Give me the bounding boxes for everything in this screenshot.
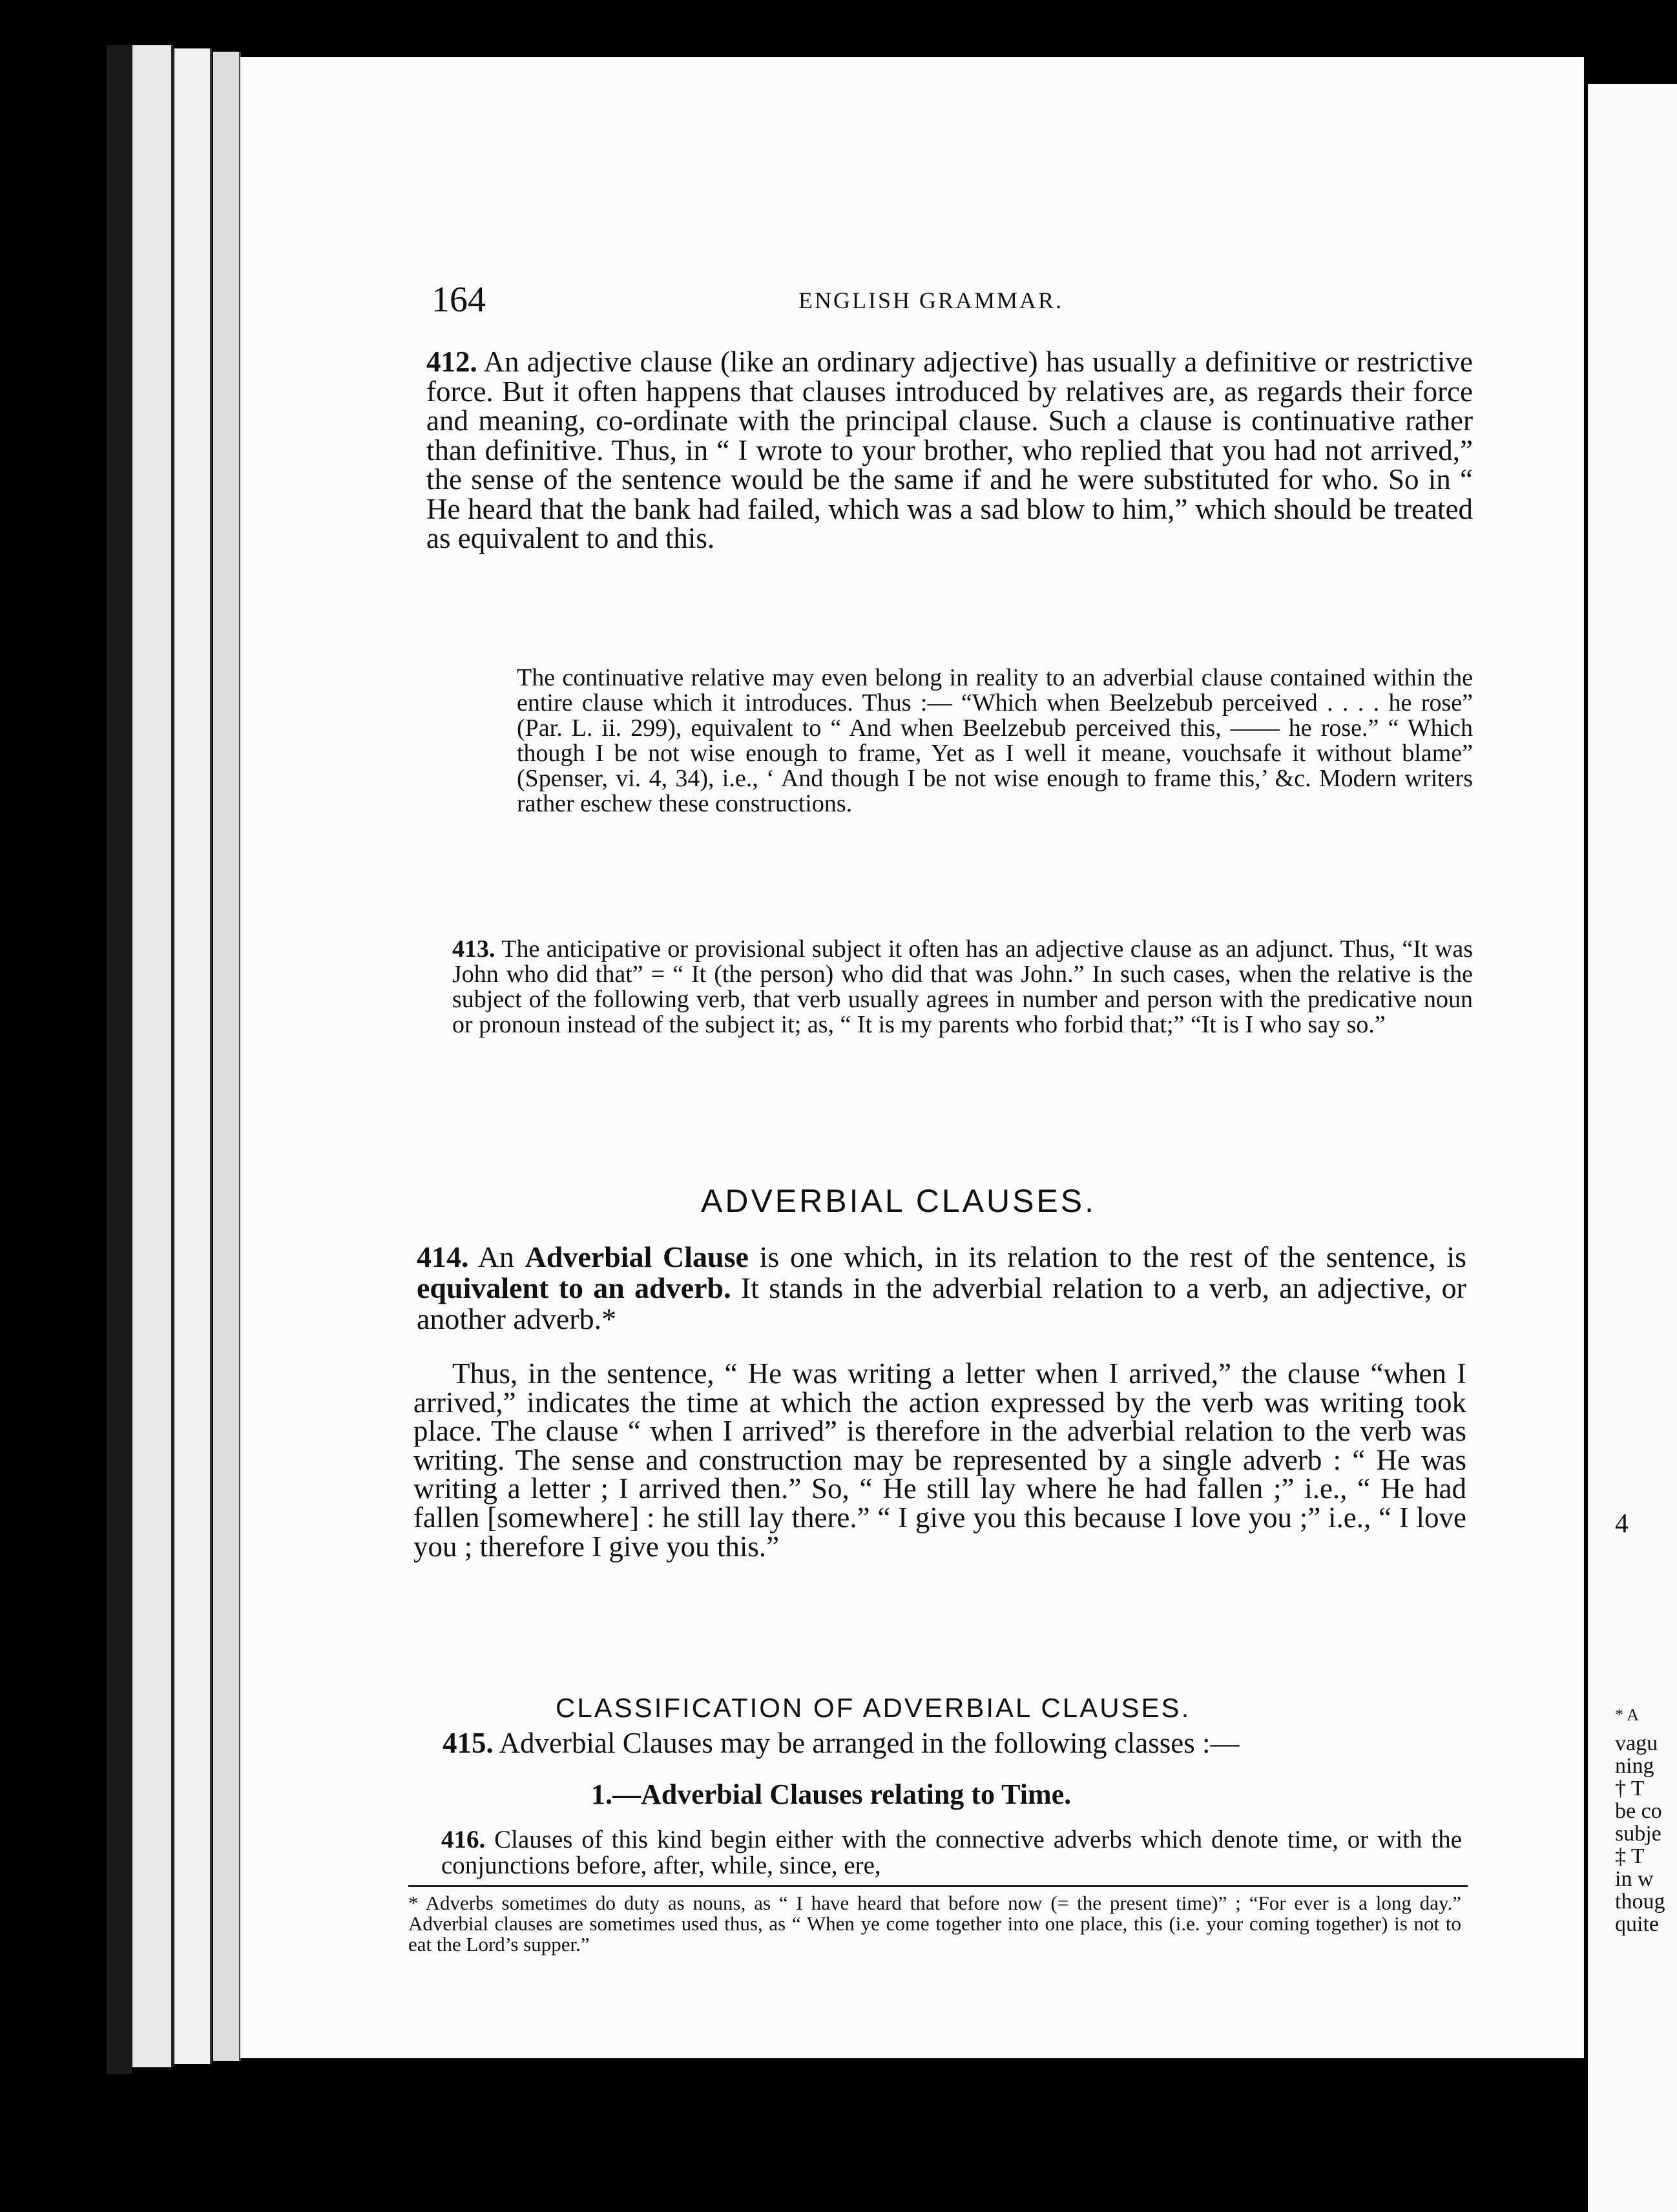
paragraph-text: It stands in the adverbial relation to a verb, an adjective, or another adverb.* — [417, 1271, 1466, 1335]
paragraph-415 — [443, 1729, 1476, 1758]
paragraph-text: Adverbial Clauses may be arranged in the following classes :— — [499, 1727, 1240, 1759]
paragraph-text: Clauses of this kind begin either with the connective adverbs which denote time, or with the conjunctions before, after, while, since, ere, — [441, 1826, 1462, 1879]
paragraph-414-example — [413, 1359, 1466, 1561]
adjacent-page-fragment: 4 — [1615, 1509, 1629, 1539]
adjacent-page-fragment: in w — [1615, 1867, 1654, 1891]
paragraph-412 — [426, 348, 1473, 554]
adjacent-page-fragment: † T — [1615, 1777, 1645, 1800]
adjacent-page-fragment: be co — [1615, 1799, 1662, 1823]
section-heading: ADVERBIAL CLAUSES. — [701, 1183, 1097, 1219]
footnote — [408, 1893, 1461, 1955]
adjacent-page-fragment: subje — [1615, 1822, 1661, 1846]
paragraph-number: 413. — [452, 935, 495, 963]
paragraph-text: The anticipative or provisional subject it often has an adjective clause as an adjunct. Thus, “It was John who did that” = “ It (the person) who did that was John.” In such cases, when the relative is the subject of the following verb, that verb usually agrees in number and person with the predicative noun or pronoun instead of the subject it; as, “ It is my parents who forbid that;” “It is I who say so.” — [452, 935, 1473, 1038]
paragraph-number: 412. — [426, 346, 477, 378]
paragraph-text: An adjective clause (like an ordinary adjective) has usually a definitive or restrictive force. But it often happens that clauses introduced by relatives are, as regards their force and meaning, co-ordinate with the principal clause. Such a clause is continuative rather than definitive. Thus, in “ I wrote to your brother, who replied that you had not arrived,” the sense of the sentence would be the same if and he were substituted for who. So in “ He heard that the bank had failed, which was a sad blow to him,” which should be treated as equivalent to and this. — [426, 346, 1473, 554]
book-edge — [132, 45, 174, 2067]
paragraph-text: is one which, in its relation to the rest of the sentence, is — [759, 1240, 1467, 1273]
adjacent-page-fragment: vagu — [1615, 1731, 1658, 1755]
adjacent-page-fragment: ‡ T — [1615, 1844, 1645, 1868]
adjacent-page-fragment: ning — [1615, 1754, 1654, 1778]
paragraph-number: 414. — [417, 1240, 469, 1273]
defined-term: Adverbial Clause — [525, 1240, 749, 1273]
section-subheading: CLASSIFICATION OF ADVERBIAL CLAUSES. — [556, 1693, 1191, 1723]
note-412 — [517, 665, 1473, 817]
page-header — [432, 279, 1530, 324]
paragraph-text: Thus, in the sentence, “ He was writing a letter when I arrived,” the clause “when I arrived,” indicates the time at which the action expressed by the verb was writing took place. The clause “ when I arrived” is therefore in the adverbial relation to the verb was writing. The sense and construction may be represented by a single adverb : “ He was writing a letter ; I arrived then.” So, “ He still lay where he had fallen ;” i.e., “ He had fallen [somewhere] : he still lay there.” “ I give you this because I love you ;” i.e., “ I love you ; therefore I give you this.” — [413, 1357, 1466, 1563]
footnote-rule — [408, 1885, 1468, 1887]
note-text: The continuative relative may even belong in reality to an adverbial clause contained within the entire clause which it introduces. Thus :— “Which when Beelzebub perceived . . . . he rose” (Par. L. ii. 299), equivalent to “ And when Beelzebub perceived this, —— he rose.” “ Which though I be not wise enough to frame, Yet as I well it meane, vouchsafe it without blame” (Spenser, vi. 4, 34), i.e., ‘ And though I be not wise enough to frame this,’ &c. Modern writers rather eschew these constructions. — [517, 664, 1473, 817]
paragraph-text: An — [477, 1240, 514, 1273]
book-edge — [174, 48, 212, 2064]
footnote-text: * Adverbs sometimes do duty as nouns, as “ I have heard that before now (= the present time)” ; “For ever is a long day.” Adverbial clauses are sometimes used thus, as “ When ye come together into one place, this (i.e. your coming together) is not to eat the Lord’s supper.” — [408, 1892, 1461, 1956]
paragraph-414 — [417, 1242, 1466, 1335]
adjacent-page-fragment: * A — [1615, 1706, 1639, 1724]
book-edge — [213, 52, 241, 2061]
class-heading: 1.—Adverbial Clauses relating to Time. — [591, 1779, 1072, 1810]
running-title: ENGLISH GRAMMAR. — [798, 287, 1064, 313]
paragraph-413 — [452, 937, 1473, 1038]
paragraph-number: 416. — [441, 1826, 486, 1853]
page-number: 164 — [432, 280, 486, 320]
paragraph-number: 415. — [443, 1727, 494, 1759]
defined-term: equivalent to an adverb. — [417, 1271, 731, 1304]
adjacent-page-fragment: quite — [1615, 1912, 1659, 1936]
adjacent-page-fragment: thoug — [1615, 1890, 1665, 1914]
book-edge — [107, 45, 132, 2074]
paragraph-416 — [441, 1827, 1462, 1879]
